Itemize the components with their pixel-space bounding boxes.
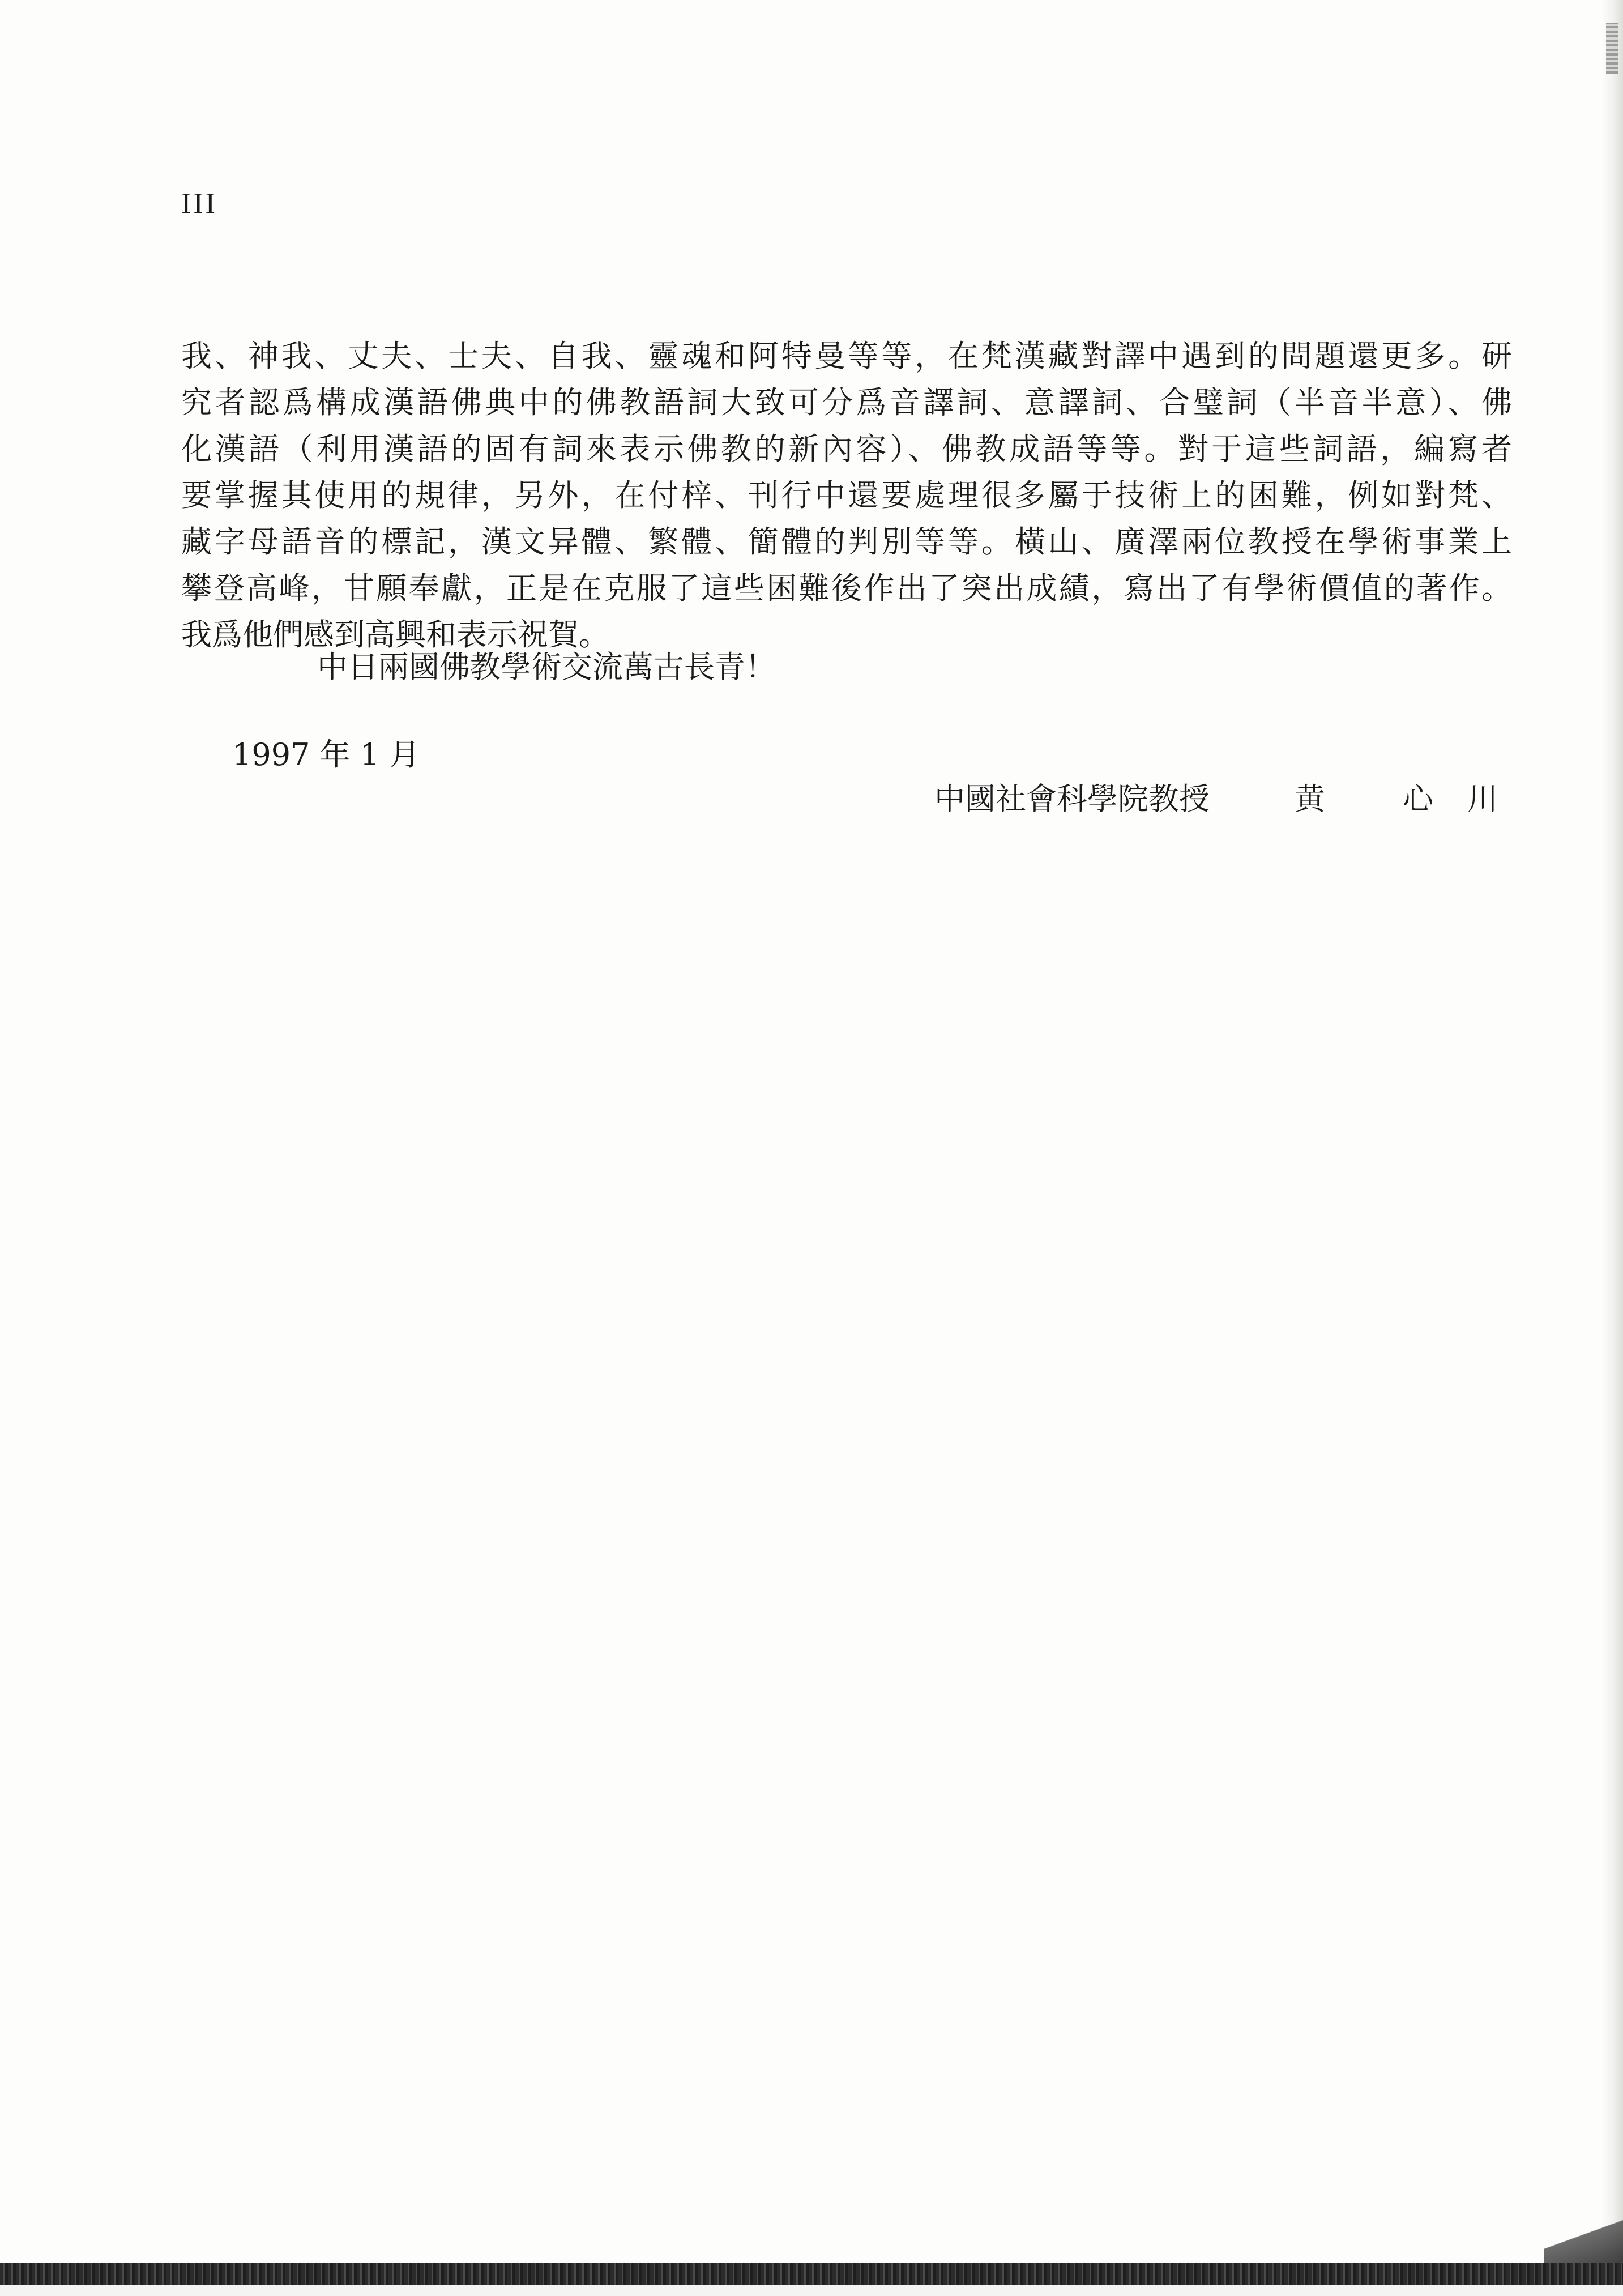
- scan-edge-mark: [1606, 23, 1618, 74]
- scan-border-bar: [0, 2263, 1623, 2285]
- closing-line: 中日兩國佛教學術交流萬古長青！: [317, 649, 776, 685]
- body-line: 我、神我、丈夫、士夫、自我、靈魂和阿特曼等等，在梵漢藏對譯中遇到的問題還更多。研: [181, 338, 1512, 374]
- scan-edge-shadow: [1600, 0, 1623, 2263]
- date-line: 1997 年 1 月: [232, 737, 420, 773]
- signature-affiliation: 中國社會科學院教授: [934, 781, 1210, 817]
- page-number: III: [181, 187, 217, 220]
- body-line: 藏字母語音的標記，漢文异體、繁體、簡體的判別等等。橫山、廣澤兩位教授在學術事業上: [181, 524, 1512, 560]
- scan-bottom-margin: [0, 2285, 1623, 2296]
- body-paragraph: [181, 333, 1512, 658]
- body-line: 攀登高峰，甘願奉獻，正是在克服了這些困難後作出了突出成績，寫出了有學術價值的著作。: [181, 570, 1512, 606]
- body-line: 化漢語（利用漢語的固有詞來表示佛教的新內容）、佛教成語等等。對于這些詞語，編寫者: [181, 431, 1512, 467]
- signature-name: 黄 心川: [1295, 781, 1532, 817]
- body-line: 究者認爲構成漢語佛典中的佛教語詞大致可分爲音譯詞、意譯詞、合璧詞（半音半意）、佛: [181, 385, 1512, 420]
- body-line: 我爲他們感到高興和表示祝賀。: [181, 617, 609, 652]
- signature: [934, 775, 1532, 818]
- scan-corner-mark: [1544, 2220, 1623, 2263]
- body-line: 要掌握其使用的規律，另外，在付梓、刊行中還要處理很多屬于技術上的困難，例如對梵、: [181, 477, 1512, 513]
